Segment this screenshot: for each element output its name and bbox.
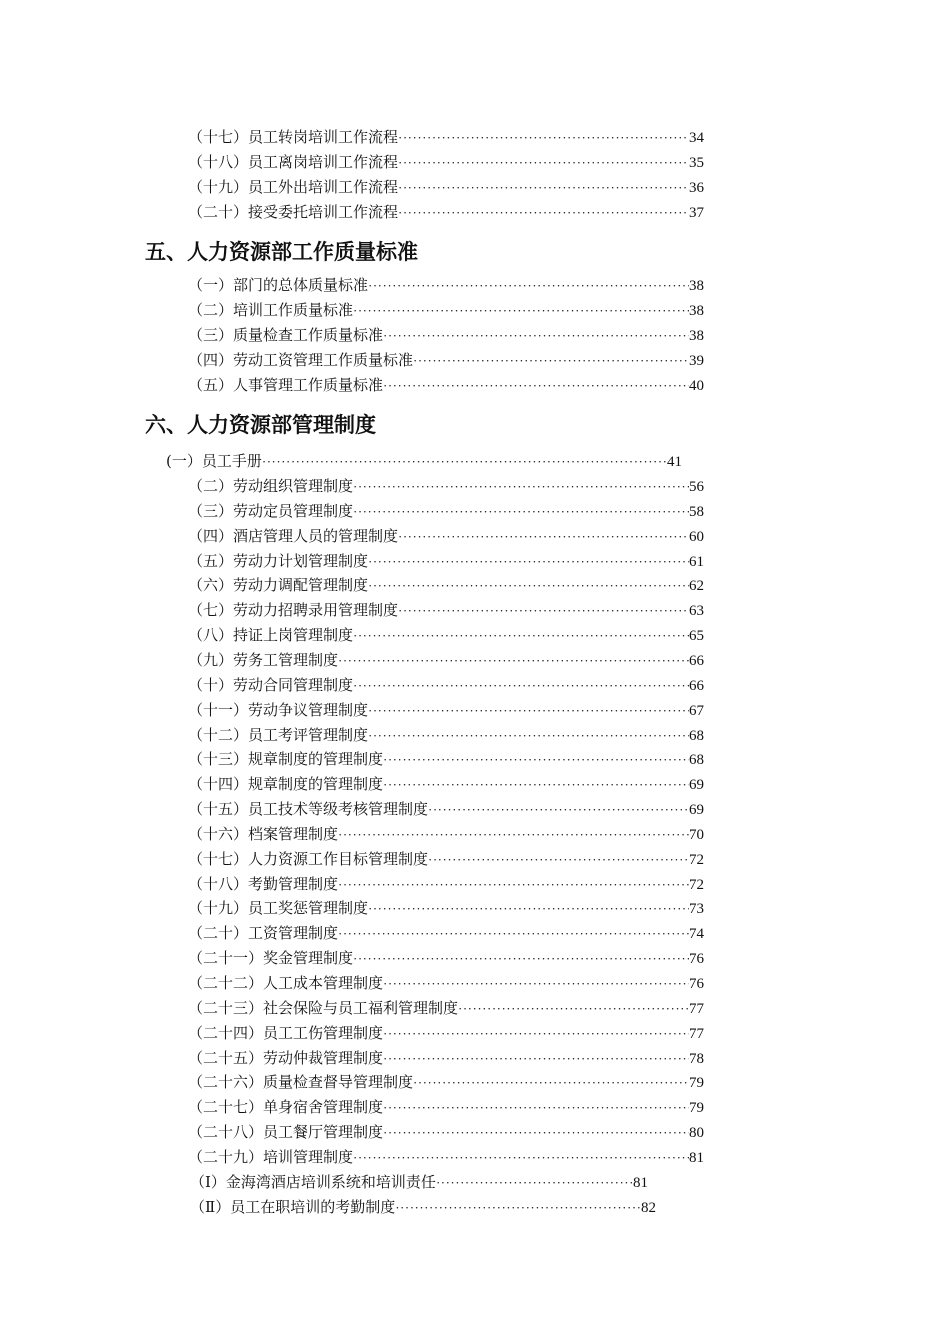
toc-entry[interactable] <box>188 772 704 796</box>
toc-entry[interactable] <box>188 623 704 647</box>
toc-entry[interactable] <box>188 273 704 297</box>
toc-entry[interactable] <box>188 549 704 573</box>
toc-page-number: 65 <box>689 628 704 645</box>
toc-entry[interactable] <box>188 747 704 771</box>
toc-leader-dots <box>353 1146 689 1170</box>
toc-page-number: 38 <box>689 328 704 344</box>
toc-entry-title: （十一）劳动争议管理制度 <box>188 700 369 719</box>
toc-entry-title: （二十四）员工工伤管理制度 <box>188 1023 384 1042</box>
toc-page-number: 66 <box>689 677 704 694</box>
toc-entry-title: （二十五）劳动仲裁管理制度 <box>188 1048 384 1067</box>
toc-entry[interactable] <box>188 872 704 896</box>
toc-page-number: 63 <box>689 603 704 620</box>
toc-leader-dots <box>383 1096 689 1120</box>
toc-entry[interactable] <box>188 847 704 871</box>
toc-entry-title: （二十七）单身宿舍管理制度 <box>188 1098 384 1117</box>
toc-entry-title: （二十九）培训管理制度 <box>188 1147 354 1166</box>
toc-leader-dots <box>353 624 689 648</box>
toc-leader-dots <box>428 798 689 822</box>
toc-entry-title: （十五）员工技术等级考核管理制度 <box>188 800 429 819</box>
toc-leader-dots <box>383 773 689 797</box>
toc-entry-title: （二十三）社会保险与员工福利管理制度 <box>188 998 459 1017</box>
toc-page-number: 72 <box>689 876 704 893</box>
toc-entry[interactable] <box>188 125 704 149</box>
toc-entry-title: （五）劳动力计划管理制度 <box>188 551 369 570</box>
section-heading-5: 五、人力资源部工作质量标准 <box>145 240 418 264</box>
toc-entry[interactable] <box>188 1120 704 1144</box>
toc-entry-title: （二十六）质量检查督导管理制度 <box>188 1073 414 1092</box>
toc-page-number: 35 <box>689 155 704 171</box>
toc-leader-dots <box>398 201 689 225</box>
toc-entry[interactable] <box>188 598 704 622</box>
toc-entry-title: （Ⅰ）金海湾酒店培训系统和培训责任 <box>190 1173 436 1191</box>
toc-entry-title: （十）劳动合同管理制度 <box>188 675 354 694</box>
toc-page-number: 74 <box>689 926 704 943</box>
toc-entry[interactable] <box>188 573 704 597</box>
toc-leader-dots <box>368 897 689 921</box>
toc-leader-dots <box>353 674 689 698</box>
toc-entry-title: （八）持证上岗管理制度 <box>188 626 354 645</box>
toc-entry[interactable] <box>188 323 704 347</box>
toc-page-number: 79 <box>689 1100 704 1117</box>
toc-leader-dots <box>395 1196 641 1220</box>
toc-leader-dots <box>368 550 689 574</box>
toc-entry[interactable] <box>188 797 704 821</box>
toc-page-number: 81 <box>633 1175 648 1191</box>
toc-page-number: 36 <box>689 180 704 196</box>
toc-entry[interactable] <box>188 996 704 1020</box>
toc-page-number: 38 <box>689 278 704 294</box>
toc-entry[interactable] <box>188 175 704 199</box>
toc-leader-dots <box>353 299 689 323</box>
toc-page-number: 82 <box>641 1200 656 1216</box>
toc-page-number: 37 <box>689 205 704 221</box>
toc-leader-dots <box>338 649 689 673</box>
toc-entry-title: （十八）员工离岗培训工作流程 <box>188 153 399 171</box>
toc-page-number: 58 <box>689 503 704 520</box>
toc-leader-dots <box>353 475 689 499</box>
toc-entry[interactable] <box>188 348 704 372</box>
toc-entry-title: （十七）员工转岗培训工作流程 <box>188 128 399 146</box>
toc-entry-title: （十三）规章制度的管理制度 <box>188 750 384 769</box>
toc-entry-title: （二十二）人工成本管理制度 <box>188 974 384 992</box>
toc-entry-title: （七）劳动力招聘录用管理制度 <box>188 601 399 620</box>
toc-entry[interactable] <box>190 1170 648 1194</box>
toc-page-number: 56 <box>689 479 704 495</box>
toc-entry-title: （三）质量检查工作质量标准 <box>188 326 384 344</box>
toc-entry-title: （十四）规章制度的管理制度 <box>188 775 384 794</box>
toc-entry[interactable] <box>188 723 704 747</box>
toc-entry[interactable] <box>188 373 704 397</box>
toc-entry[interactable] <box>188 921 704 945</box>
toc-entry-title: （十八）考勤管理制度 <box>188 874 339 893</box>
toc-leader-dots <box>368 699 689 723</box>
toc-page-number: 60 <box>689 528 704 545</box>
toc-page-number: 80 <box>689 1125 704 1142</box>
toc-entry[interactable] <box>188 1070 704 1094</box>
toc-leader-dots <box>368 574 689 598</box>
toc-entry-title: （九）劳务工管理制度 <box>188 650 339 669</box>
toc-entry[interactable] <box>188 698 704 722</box>
toc-entry[interactable] <box>188 499 704 523</box>
section-heading-6: 六、人力资源部管理制度 <box>145 413 376 437</box>
toc-leader-dots <box>383 1022 689 1046</box>
toc-entry[interactable] <box>188 822 704 846</box>
toc-entry-title: （一）部门的总体质量标准 <box>188 276 369 294</box>
toc-page-number: 77 <box>689 1025 704 1042</box>
toc-entry[interactable] <box>188 298 704 322</box>
toc-entry[interactable] <box>190 1195 656 1219</box>
toc-entry[interactable] <box>166 449 682 473</box>
toc-entry[interactable] <box>188 200 704 224</box>
toc-page-number: 72 <box>689 851 704 868</box>
toc-leader-dots <box>338 922 689 946</box>
toc-page-number: 79 <box>689 1075 704 1092</box>
toc-page-number: 76 <box>689 951 704 968</box>
toc-leader-dots <box>383 324 689 348</box>
toc-leader-dots <box>398 525 689 549</box>
toc-entry[interactable] <box>188 1095 704 1119</box>
toc-leader-dots <box>338 873 689 897</box>
toc-page-number: 81 <box>689 1149 704 1166</box>
toc-page-number: 69 <box>689 777 704 794</box>
toc-entry-title: （二）培训工作质量标准 <box>188 301 354 319</box>
toc-leader-dots <box>383 1121 689 1145</box>
toc-leader-dots <box>428 848 689 872</box>
toc-entry[interactable] <box>188 971 704 995</box>
toc-entry-title: （十二）员工考评管理制度 <box>188 725 369 744</box>
toc-page-number: 39 <box>689 353 704 369</box>
toc-leader-dots <box>383 1047 689 1071</box>
toc-leader-dots <box>436 1171 633 1195</box>
toc-leader-dots <box>413 1071 689 1095</box>
toc-page-number: 78 <box>689 1050 704 1067</box>
toc-leader-dots <box>398 126 689 150</box>
toc-leader-dots <box>383 748 689 772</box>
toc-page-number: 73 <box>689 901 704 918</box>
toc-leader-dots <box>338 823 689 847</box>
toc-leader-dots <box>383 972 689 996</box>
toc-entry-title: （六）劳动力调配管理制度 <box>188 576 369 595</box>
toc-page-number: 61 <box>689 553 704 570</box>
toc-leader-dots <box>383 374 689 398</box>
toc-entry[interactable] <box>188 896 704 920</box>
toc-entry-title: （二十）接受委托培训工作流程 <box>188 203 399 221</box>
toc-entry[interactable] <box>188 524 704 548</box>
toc-entry-title: （Ⅱ）员工在职培训的考勤制度 <box>190 1198 396 1216</box>
toc-leader-dots <box>398 176 689 200</box>
toc-leader-dots <box>368 274 689 298</box>
toc-entry[interactable] <box>188 1046 704 1070</box>
toc-entry[interactable] <box>188 946 704 970</box>
toc-leader-dots <box>353 947 689 971</box>
toc-entry-title: （二十八）员工餐厅管理制度 <box>188 1123 384 1142</box>
toc-entry-title: （四）劳动工资管理工作质量标准 <box>188 351 414 369</box>
toc-entry-title: （十七）人力资源工作目标管理制度 <box>188 849 429 868</box>
toc-entry-title: （二十）工资管理制度 <box>188 924 339 943</box>
toc-leader-dots <box>458 997 689 1021</box>
toc-entry-title: （十九）员工外出培训工作流程 <box>188 178 399 196</box>
toc-entry[interactable] <box>188 150 704 174</box>
toc-entry[interactable] <box>188 673 704 697</box>
toc-page-number: 66 <box>689 652 704 669</box>
toc-leader-dots <box>353 500 689 524</box>
toc-page-number: 70 <box>689 826 704 843</box>
toc-entry-title: （五）人事管理工作质量标准 <box>188 376 384 394</box>
toc-leader-dots <box>398 599 689 623</box>
toc-page-number: 62 <box>689 578 704 595</box>
toc-page-number: 34 <box>689 130 704 146</box>
toc-page-number: 40 <box>689 378 704 394</box>
toc-entry[interactable] <box>188 648 704 672</box>
toc-leader-dots <box>368 724 689 748</box>
toc-entry-title: （二）劳动组织管理制度 <box>188 477 354 495</box>
toc-entry-title: （十六）档案管理制度 <box>188 824 339 843</box>
toc-leader-dots <box>413 349 689 373</box>
toc-entry[interactable] <box>188 474 704 498</box>
toc-page-number: 77 <box>689 1000 704 1017</box>
toc-entry-title: （四）酒店管理人员的管理制度 <box>188 526 399 545</box>
toc-entry[interactable] <box>188 1145 704 1169</box>
toc-entry[interactable] <box>188 1021 704 1045</box>
toc-page-number: 69 <box>689 802 704 819</box>
toc-page-number: 38 <box>689 303 704 319</box>
toc-page-number: 67 <box>689 702 704 719</box>
toc-leader-dots <box>398 151 689 175</box>
toc-leader-dots <box>262 450 667 474</box>
toc-entry-title: （十九）员工奖惩管理制度 <box>188 899 369 918</box>
toc-page-number: 68 <box>689 752 704 769</box>
toc-page-number: 76 <box>689 976 704 992</box>
toc-page-number: 68 <box>689 727 704 744</box>
toc-page-number: 41 <box>667 454 682 470</box>
toc-entry-title: (一）员工手册 <box>166 452 262 470</box>
toc-entry-title: （三）劳动定员管理制度 <box>188 501 354 520</box>
toc-entry-title: （二十一）奖金管理制度 <box>188 949 354 968</box>
